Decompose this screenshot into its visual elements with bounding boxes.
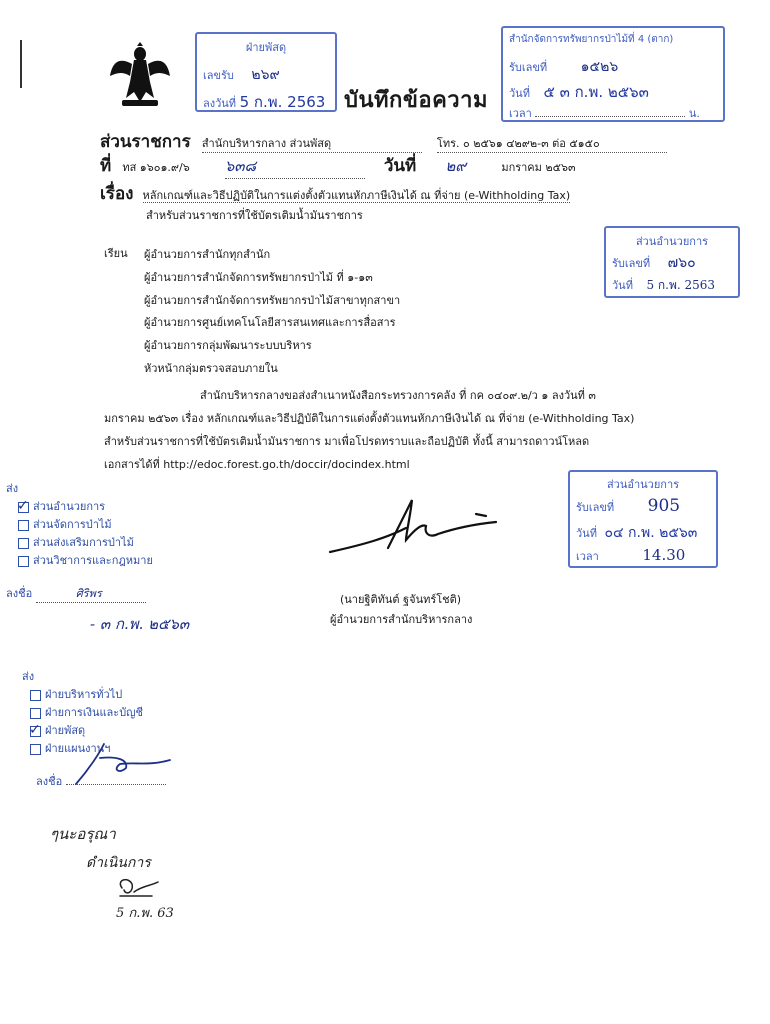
body-line: สำหรับส่วนราชการที่ใช้บัตรเติมน้ำมันราชการ มาเพื่อโปรดทราบและถือปฏิบัติ ทั้งนี้ สามารถดาวน์โหลด bbox=[104, 435, 590, 448]
number-value: ๒๖๙ bbox=[251, 67, 280, 83]
date-label: ลงวันที่ bbox=[203, 97, 237, 110]
date-label: วันที่ bbox=[383, 156, 417, 176]
routing-left bbox=[6, 480, 153, 570]
sign-label: ลงชื่อ bbox=[36, 775, 63, 788]
checkbox bbox=[30, 744, 41, 755]
routing-item-label: ฝ่ายพัสดุ bbox=[45, 724, 86, 737]
ref-label: ที่ bbox=[100, 156, 112, 176]
body-line: มกราคม ๒๕๖๓ เรื่อง หลักเกณฑ์และวิธีปฏิบัติในการแต่งตั้งตัวแทนหักภาษีเงินได้ ณ ที่จ่าย (e-Withholding Tax) bbox=[104, 412, 635, 425]
routing-item bbox=[18, 516, 153, 534]
time-label: เวลา bbox=[509, 107, 532, 120]
tak-receipt-stamp bbox=[568, 470, 718, 568]
garuda-emblem bbox=[108, 42, 172, 110]
addressee-line: ผู้อำนวยการศูนย์เทคโนโลยีสารสนเทศและการสื่อสาร bbox=[144, 316, 396, 330]
ref-value: ทส ๑๖๐๑.๙/๖ bbox=[122, 161, 190, 174]
time-label: เวลา bbox=[576, 550, 599, 563]
receive-label: รับเลขที่ bbox=[509, 61, 548, 74]
receive-value: ๑๕๒๖ bbox=[580, 59, 619, 75]
addressee-list bbox=[144, 244, 400, 381]
date-value: 5 ก.พ. 2563 bbox=[239, 93, 326, 111]
routing-left-date: - ๓ ก.พ. ๒๕๖๓ bbox=[90, 615, 190, 633]
routing-item-label: ส่วนอำนวยการ bbox=[33, 500, 106, 513]
routing-item bbox=[18, 552, 153, 570]
body-paragraph bbox=[104, 384, 704, 476]
sign-label: ลงชื่อ bbox=[6, 587, 33, 600]
date-value: ๕ ๓ ก.พ. ๒๕๖๓ bbox=[543, 83, 649, 101]
checkbox bbox=[30, 708, 41, 719]
send-label: ส่ง bbox=[6, 482, 19, 495]
signatory-name: (นายฐิติทันต์ ฐจันทร์โชติ) bbox=[340, 593, 462, 606]
subject-row bbox=[100, 180, 700, 207]
handwritten-date: 5 ก.พ. 63 bbox=[116, 906, 174, 921]
agency-label: ส่วนราชการ bbox=[100, 132, 191, 152]
director-signature bbox=[326, 494, 506, 560]
receive-label: รับเลขที่ bbox=[612, 257, 651, 270]
addressee-line: หัวหน้ากลุ่มตรวจสอบภายใน bbox=[144, 361, 278, 375]
date-label: วันที่ bbox=[576, 527, 597, 540]
routing-item-label: ส่วนจัดการป่าไม้ bbox=[33, 518, 112, 531]
margin-mark bbox=[20, 40, 22, 88]
agency-value: สำนักบริหารกลาง ส่วนพัสดุ bbox=[202, 134, 422, 153]
ref-number: ๖๓๘ bbox=[225, 154, 365, 179]
routing-item bbox=[30, 704, 143, 722]
time-value: 14.30 bbox=[642, 546, 686, 564]
signatory-position: ผู้อำนวยการสำนักบริหารกลาง bbox=[330, 613, 473, 626]
routing-item bbox=[18, 498, 153, 516]
addressee-line: ผู้อำนวยการสำนักจัดการทรัพยากรป่าไม้สาขาทุกสาขา bbox=[144, 293, 401, 307]
reference-row bbox=[100, 152, 690, 179]
routing-item-label: ส่วนวิชาการและกฎหมาย bbox=[33, 554, 153, 567]
checkbox bbox=[18, 520, 29, 531]
receive-value: 905 bbox=[647, 496, 681, 516]
routing-item-label: ฝ่ายบริหารทั่วไป bbox=[45, 688, 123, 701]
routing-item-label: ส่วนส่งเสริมการป่าไม้ bbox=[33, 536, 134, 549]
to-label: เรียน bbox=[104, 247, 128, 260]
checkbox bbox=[18, 556, 29, 567]
office-receipt-stamp bbox=[501, 26, 725, 122]
number-label: เลขรับ bbox=[203, 69, 234, 82]
time-suffix: น. bbox=[688, 107, 700, 120]
checkbox bbox=[30, 690, 41, 701]
phone-value: โทร. ๐ ๒๕๖๑ ๔๒๙๒-๓ ต่อ ๕๑๕๐ bbox=[437, 134, 667, 153]
date-label: วันที่ bbox=[509, 87, 530, 100]
addressee-line: ผู้อำนวยการสำนักจัดการทรัพยากรป่าไม้ ที่ ๑-๑๓ bbox=[144, 270, 373, 284]
addressee-line: ผู้อำนวยการสำนักทุกสำนัก bbox=[144, 248, 271, 261]
handwritten-note-1: ๆนะอรุณา bbox=[50, 825, 116, 843]
bottom-signature bbox=[70, 738, 180, 788]
director-receipt-stamp bbox=[604, 226, 740, 298]
date-value: 5 ก.พ. 2563 bbox=[646, 278, 716, 292]
handwritten-note-2: ดำเนินการ bbox=[86, 855, 151, 871]
date-value: ๐๔ ก.พ. ๒๕๖๓ bbox=[604, 525, 698, 541]
subject-line1: หลักเกณฑ์และวิธีปฏิบัติในการแต่งตั้งตัวแทนหักภาษีเงินได้ ณ ที่จ่าย (e-Withholding Tax) bbox=[142, 189, 571, 202]
memo-title: บันทึกข้อความ bbox=[344, 88, 489, 113]
receive-value: ๗๖๐ bbox=[667, 255, 696, 271]
receive-label: รับเลขที่ bbox=[576, 501, 615, 514]
stamp-title: ส่วนอำนวยการ bbox=[635, 235, 709, 248]
body-line: สำนักบริหารกลางขอส่งสำเนาหนังสือกระทรวงการคลัง ที่ กค ๐๔๐๙.๒/ว ๑ ลงวันที่ ๓ bbox=[200, 389, 596, 402]
routing-item-label: ฝ่ายการเงินและบัญชี bbox=[45, 706, 144, 719]
routing-item-label: ฝ่ายแผนงานฯ bbox=[45, 742, 111, 755]
send-label: ส่ง bbox=[22, 670, 35, 683]
checked-checkbox: ✓ bbox=[17, 497, 29, 514]
date-rest: มกราคม ๒๕๖๓ bbox=[501, 161, 576, 174]
subject-line2: สำหรับส่วนราชการที่ใช้บัตรเติมน้ำมันราชการ bbox=[146, 209, 363, 222]
handwritten-initials bbox=[112, 874, 162, 902]
stamp-title: ฝ่ายพัสดุ bbox=[245, 41, 287, 54]
body-line: เอกสารได้ที่ http://edoc.forest.go.th/doccir/docindex.html bbox=[104, 458, 410, 471]
subject-label: เรื่อง bbox=[100, 184, 134, 204]
supply-receipt-stamp bbox=[195, 32, 337, 112]
checkbox bbox=[18, 538, 29, 549]
date-day: ๒๙ bbox=[445, 157, 467, 175]
addressee-line: ผู้อำนวยการกลุ่มพัฒนาระบบบริหาร bbox=[144, 339, 312, 353]
routing-left-sign bbox=[6, 584, 146, 603]
stamp-title: ส่วนอำนวยการ bbox=[606, 478, 680, 491]
stamp-title: สำนักจัดการทรัพยากรป่าไม้ที่ 4 (ตาก) bbox=[509, 34, 674, 45]
routing-item bbox=[18, 534, 153, 552]
date-label: วันที่ bbox=[612, 279, 633, 292]
checked-checkbox: ✓ bbox=[29, 721, 41, 738]
agency-row bbox=[100, 128, 690, 155]
sign-value: ศิริพร bbox=[36, 584, 146, 603]
routing-item bbox=[30, 686, 143, 704]
